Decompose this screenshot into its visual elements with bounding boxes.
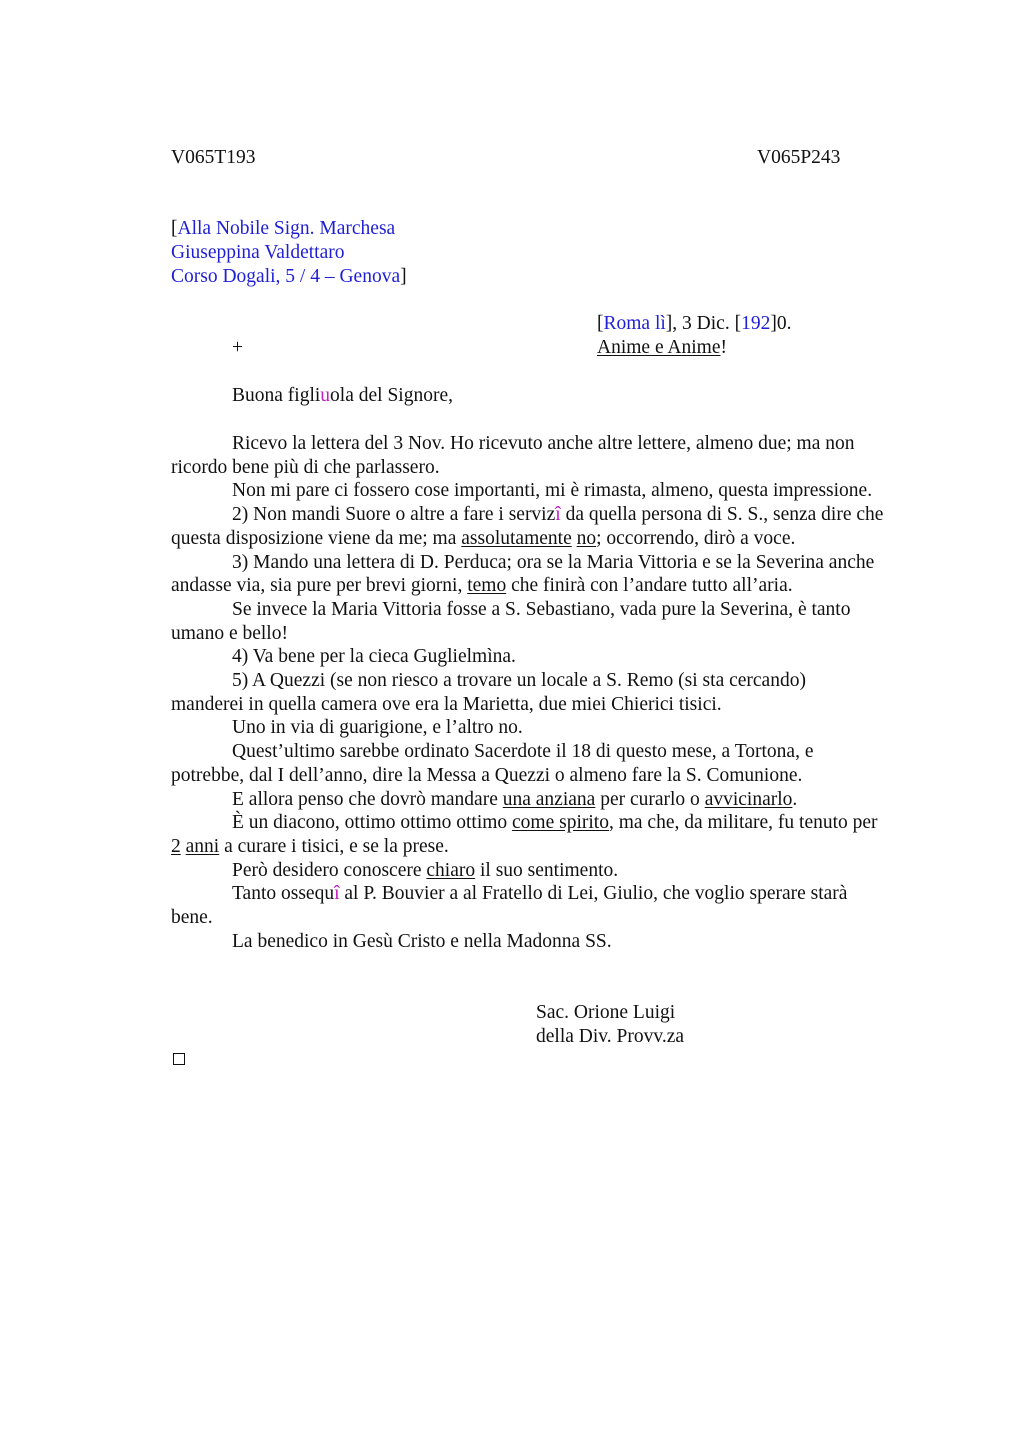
line: La benedico in Gesù Cristo e nella Madonna SS. [232, 930, 612, 952]
signature-line-2: della Div. Provv.za [536, 1026, 685, 1047]
paragraph-14 [171, 930, 941, 954]
underlined-word: avvicinarlo [704, 788, 793, 810]
line [171, 859, 941, 883]
line: Ricevo la lettera del 3 Nov. Ho ricevuto anche altre lettere, almeno due; ma non [232, 433, 855, 454]
address-line-2: Giuseppina Valdettaro [171, 242, 345, 263]
text-run: È un diacono, ottimo ottimo ottimo [232, 812, 513, 834]
underlined-word: assolutamente [461, 527, 572, 549]
line: 4) Va bene per la cieca Guglielmìna. [232, 646, 516, 668]
text-run: , ma che, da militare, fu tenuto per [608, 812, 878, 834]
text-run: che finirà con l’andare tutto all’aria. [506, 575, 793, 597]
text-run: questa disposizione viene da me; ma [171, 527, 462, 549]
salutation-editorial-letter: u [320, 385, 331, 406]
line [171, 835, 941, 859]
line [171, 882, 941, 906]
motto-text: Anime e Anime [597, 337, 721, 358]
underlined-word: una anziana [502, 788, 596, 810]
line: potrebbe, dal I dell’anno, dire la Messa a Quezzi o almeno fare la S. Comunione. [171, 764, 803, 786]
paragraph-13 [171, 882, 941, 929]
underlined-word: temo [467, 575, 507, 597]
text-run: il suo sentimento. [475, 859, 619, 881]
end-of-letter-box-icon [173, 1053, 185, 1065]
text-run: a curare i tisici, e se la prese. [219, 835, 449, 857]
dateline-year-bracket: 192 [741, 313, 771, 334]
paragraph-7 [171, 669, 941, 716]
motto-exclamation: ! [720, 337, 727, 358]
line: Non mi pare ci fossero cose importanti, mi è rimasta, almeno, questa impressione. [232, 480, 873, 502]
underlined-word: 2 [171, 835, 181, 857]
line: Uno in via di guarigione, e l’altro no. [232, 717, 523, 739]
paragraph-12 [171, 859, 941, 883]
editorial-accent: î [334, 883, 340, 905]
line [171, 527, 941, 551]
letter-body [171, 432, 941, 953]
dateline: [Roma lì], 3 Dic. [192]0. [597, 313, 792, 334]
line: manderei in quella camera ove era la Marietta, due miei Chierici tisici. [171, 693, 722, 715]
left-archive-code: V065T193 [171, 147, 256, 168]
editorial-accent: î [555, 504, 561, 526]
dateline-year-end: 0. [776, 313, 792, 334]
text-run: E allora penso che dovrò mandare [232, 788, 503, 810]
line: 3) Mando una lettera di D. Perduca; ora se la Maria Vittoria e se la Severina anche [232, 551, 875, 573]
underlined-word: come spirito [512, 812, 609, 834]
paragraph-5 [171, 598, 941, 645]
address-line-3: Corso Dogali, 5 / 4 – Genova] [171, 266, 407, 287]
underlined-word: no [576, 527, 597, 549]
cross-symbol: + [232, 337, 243, 358]
paragraph-6 [171, 645, 941, 669]
line [171, 574, 941, 598]
dateline-place: Roma lì [603, 313, 666, 334]
text-run: da quella persona di S. S., senza dire che [560, 504, 884, 526]
text-run: ; occorrendo, dirò a voce. [596, 527, 796, 549]
text-run: al P. Bouvier a al Fratello di Lei, Giulio, che voglio sperare starà [339, 883, 848, 905]
paragraph-4 [171, 551, 941, 598]
text-run: 2) Non mandi Suore o altre a fare i serviz [232, 504, 556, 526]
signature-line-1: Sac. Orione Luigi [536, 1002, 676, 1023]
paragraph-10 [171, 788, 941, 812]
paragraph-8 [171, 716, 941, 740]
address-line-1: [Alla Nobile Sign. Marchesa [171, 218, 396, 239]
line: ricordo bene più di che parlassero. [171, 456, 440, 478]
text-run: . [792, 788, 798, 810]
line [171, 811, 941, 835]
dateline-day-month: , 3 Dic. [672, 313, 735, 334]
underlined-word: anni [185, 835, 220, 857]
address-line-3-text: Corso Dogali, 5 / 4 – Genova [171, 266, 401, 287]
underlined-word: chiaro [426, 859, 476, 881]
text-run: Tanto ossequ [232, 883, 335, 905]
address-line-1-text: Alla Nobile Sign. Marchesa [177, 218, 396, 239]
salutation [232, 384, 453, 408]
line: Quest’ultimo sarebbe ordinato Sacerdote il 18 di questo mese, a Tortona, e [232, 741, 814, 763]
line: bene. [171, 907, 213, 929]
line [171, 788, 941, 812]
paragraph-9 [171, 740, 941, 787]
line: 5) A Quezzi (se non riesco a trovare un locale a S. Remo (si sta cercando) [232, 670, 806, 692]
text-run: Però desidero conoscere [232, 859, 427, 881]
text-run: per curarlo o [595, 788, 705, 810]
right-archive-code: V065P243 [757, 147, 841, 168]
line: Se invece la Maria Vittoria fosse a S. Sebastiano, vada pure la Severina, è tanto [232, 598, 851, 620]
paragraph-11 [171, 811, 941, 858]
line: umano e bello! [171, 622, 288, 644]
line [171, 503, 941, 527]
paragraph-3 [171, 503, 941, 550]
motto [597, 336, 727, 360]
paragraph-1 [171, 432, 941, 479]
text-run: andasse via, sia pure per brevi giorni, [171, 575, 468, 597]
paragraph-2 [171, 479, 941, 503]
salutation-part-1: Buona figli [232, 385, 321, 406]
salutation-part-2: ola del Signore, [330, 385, 453, 406]
